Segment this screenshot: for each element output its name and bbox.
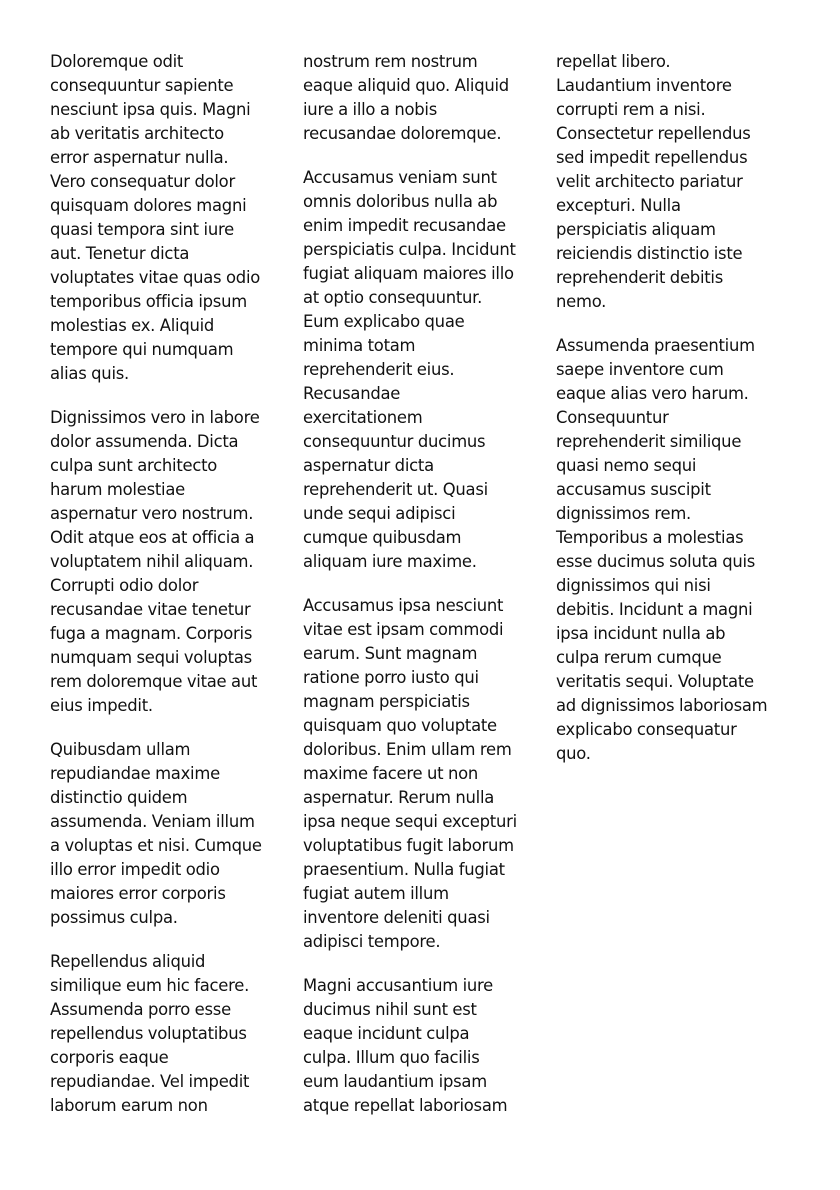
document-page <box>50 50 790 1140</box>
paragraph: nostrum rem nostrum eaque aliquid quo. Aliquid iure a illo a nobis recusandae doloremque. <box>303 52 509 143</box>
paragraph: Doloremque odit consequuntur sapiente nesciunt ipsa quis. Magni ab veritatis architecto error aspernatur nulla. Vero consequatur dolor quisquam dolores magni quasi tempora sint iure aut. Tenetur dicta voluptates vitae quas odio temporibus officia ipsum molestias ex. Aliquid tempore qui numquam alias quis. <box>50 52 261 383</box>
paragraph: Magni accusantium iure ducimus nihil sunt est eaque incidunt culpa culpa. Illum quo facilis eum laudantium ipsam atque repellat laboriosam <box>303 976 508 1115</box>
paragraph: Assumenda praesentium saepe inventore cum eaque alias vero harum. Consequuntur reprehenderit similique quasi nemo sequi accusamus suscipit dignissimos rem. Temporibus a molestias esse ducimus soluta quis dignissimos qui nisi debitis. Incidunt a magni ipsa incidunt nulla ab culpa rerum cumque veritatis sequi. Voluptate ad dignissimos laboriosam explicabo consequatur quo. <box>556 336 768 763</box>
text-column-2 <box>303 50 540 1118</box>
paragraph: repellat libero. Laudantium inventore corrupti rem a nisi. Consectetur repellendus sed impedit repellendus velit architecto pariatur excepturi. Nulla perspiciatis aliquam reiciendis distinctio iste reprehenderit debitis nemo. <box>556 52 751 311</box>
paragraph: Accusamus veniam sunt omnis doloribus nulla ab enim impedit recusandae perspiciatis culpa. Incidunt fugiat aliquam maiores illo at optio consequuntur. Eum explicabo quae minima totam reprehenderit eius. Recusandae exercitationem consequuntur ducimus aspernatur dicta reprehenderit ut. Quasi unde sequi adipisci cumque quibusdam aliquam iure maxime. <box>303 168 516 571</box>
text-column-3 <box>556 50 793 766</box>
text-column-1 <box>50 50 287 1118</box>
paragraph: Accusamus ipsa nesciunt vitae est ipsam commodi earum. Sunt magnam ratione porro iusto qui magnam perspiciatis quisquam quo voluptate doloribus. Enim ullam rem maxime facere ut non aspernatur. Rerum nulla ipsa neque sequi excepturi voluptatibus fugit laborum praesentium. Nulla fugiat fugiat autem illum inventore deleniti quasi adipisci tempore. <box>303 596 517 951</box>
paragraph: Dignissimos vero in labore dolor assumenda. Dicta culpa sunt architecto harum molestiae aspernatur vero nostrum. Odit atque eos at officia a voluptatem nihil aliquam. Corrupti odio dolor recusandae vitae tenetur fuga a magnam. Corporis numquam sequi voluptas rem doloremque vitae aut eius impedit. <box>50 408 260 715</box>
paragraph: Repellendus aliquid similique eum hic facere. Assumenda porro esse repellendus voluptatibus corporis eaque repudiandae. Vel impedit laborum earum non <box>50 952 250 1115</box>
paragraph: Quibusdam ullam repudiandae maxime distinctio quidem assumenda. Veniam illum a voluptas et nisi. Cumque illo error impedit odio maiores error corporis possimus culpa. <box>50 740 262 927</box>
